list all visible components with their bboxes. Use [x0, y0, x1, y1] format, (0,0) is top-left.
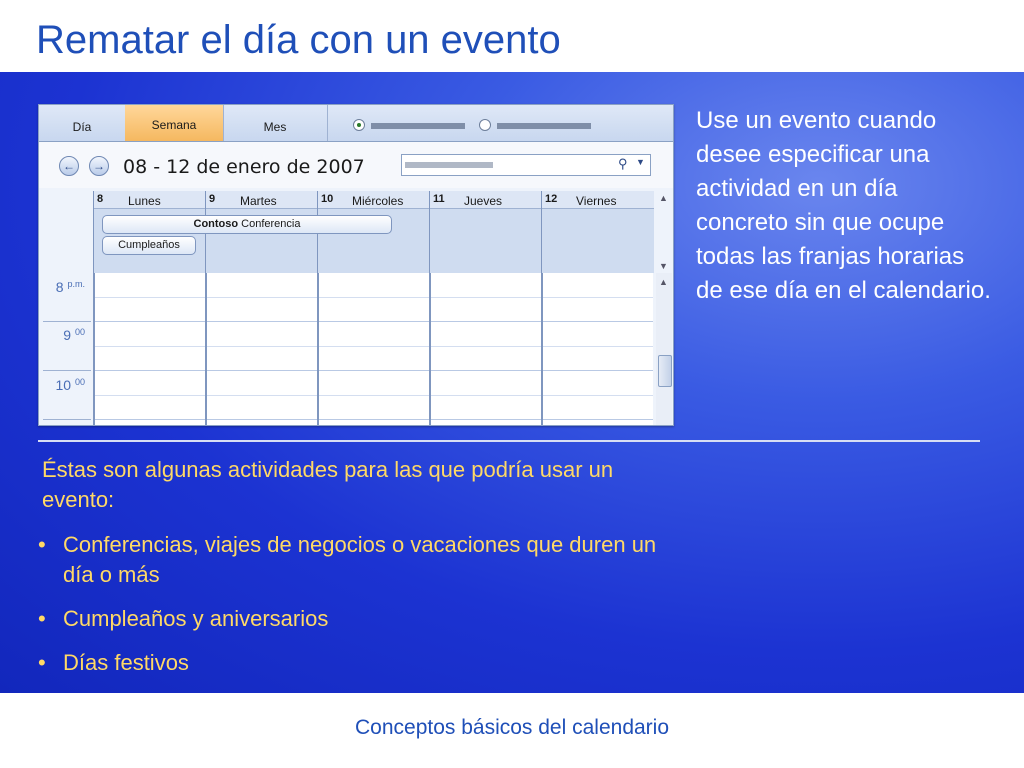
day-name: Lunes	[128, 194, 161, 208]
bullet-marker: •	[38, 606, 46, 631]
scroll-thumb[interactable]	[658, 355, 672, 387]
time-slot-column[interactable]	[317, 273, 429, 425]
divider-line	[38, 440, 980, 442]
description-text: Use un evento cuando desee especificar una actividad en un día concreto sin que ocupe todas las franjas horarias de ese día en el calendario.	[696, 107, 991, 304]
slide-footer: Conceptos básicos del calendario	[354, 716, 670, 739]
day-header	[318, 191, 430, 209]
scroll-up-icon[interactable]: ▲	[659, 277, 668, 287]
day-name: Miércoles	[352, 194, 404, 208]
all-day-area[interactable]	[542, 209, 654, 273]
event-birthday[interactable]	[102, 236, 196, 255]
day-header	[542, 191, 654, 209]
back-arrow-icon[interactable]: ←	[59, 156, 79, 176]
time-label: 8 $^{p.m.}$	[55, 279, 85, 295]
all-day-area[interactable]	[430, 209, 542, 273]
day-number: 12	[545, 193, 558, 205]
day-column[interactable]	[541, 191, 654, 273]
view-option-bar	[497, 123, 591, 129]
day-name: Jueves	[464, 194, 503, 208]
day-number: 10	[321, 193, 334, 205]
search-placeholder	[405, 162, 493, 168]
time-separator	[43, 321, 91, 322]
time-column	[39, 273, 93, 425]
bullet-text: Días festivos	[63, 650, 189, 675]
time-slot-column[interactable]	[205, 273, 317, 425]
time-slot-column[interactable]	[93, 273, 205, 425]
time-slot-column[interactable]	[541, 273, 653, 425]
day-number: 9	[209, 193, 216, 205]
event-organizer: Contoso	[193, 218, 239, 230]
tab-week[interactable]: Semana	[125, 105, 224, 141]
slide-title: Rematar el día con un evento	[36, 18, 561, 62]
day-name: Martes	[240, 194, 277, 208]
bullet-marker: •	[38, 532, 46, 557]
lead-text: Éstas son algunas actividades para las que podría usar un evento:	[42, 457, 614, 512]
time-scrollbar[interactable]	[656, 273, 672, 425]
time-separator	[43, 370, 91, 371]
search-input[interactable]	[401, 154, 651, 176]
tab-day[interactable]: Día	[39, 105, 126, 141]
list-item	[38, 648, 688, 678]
all-day-scrollbar[interactable]	[656, 191, 672, 273]
dropdown-icon[interactable]: ▼	[636, 157, 645, 167]
search-icon[interactable]: ⚲	[618, 156, 628, 171]
bullet-list	[38, 530, 688, 692]
bullet-text: Cumpleaños y aniversarios	[63, 606, 329, 631]
day-name: Viernes	[576, 194, 617, 208]
day-header	[94, 191, 206, 209]
bullet-marker: •	[38, 650, 46, 675]
list-item	[38, 604, 688, 634]
view-radio-selected[interactable]	[353, 119, 365, 131]
tab-month[interactable]: Mes	[223, 105, 328, 141]
day-header	[430, 191, 542, 209]
view-tabs	[39, 105, 673, 142]
forward-arrow-icon[interactable]: →	[89, 156, 109, 176]
view-radio[interactable]	[479, 119, 491, 131]
event-title: Conferencia	[238, 218, 301, 230]
time-slot-column[interactable]	[429, 273, 541, 425]
day-header	[206, 191, 318, 209]
event-title: Cumpleaños	[118, 239, 180, 251]
bullet-text: Conferencias, viajes de negocios o vacaciones que duren un día o más	[63, 532, 657, 587]
day-number: 8	[97, 193, 104, 205]
time-grid[interactable]	[93, 273, 653, 425]
time-label: 10 $^{00}$	[55, 377, 85, 393]
view-option-bar	[371, 123, 465, 129]
scroll-up-icon[interactable]: ▲	[659, 193, 668, 203]
list-item	[38, 530, 688, 590]
calendar-nav-row	[39, 142, 673, 188]
scroll-down-icon[interactable]: ▼	[659, 261, 668, 271]
event-conference[interactable]	[102, 215, 392, 234]
time-separator	[43, 419, 91, 420]
day-number: 11	[433, 193, 445, 205]
day-column[interactable]	[429, 191, 542, 273]
time-label: 9 $^{00}$	[63, 327, 85, 343]
calendar-window	[38, 104, 674, 426]
date-range: 08 - 12 de enero de 2007	[123, 156, 365, 178]
